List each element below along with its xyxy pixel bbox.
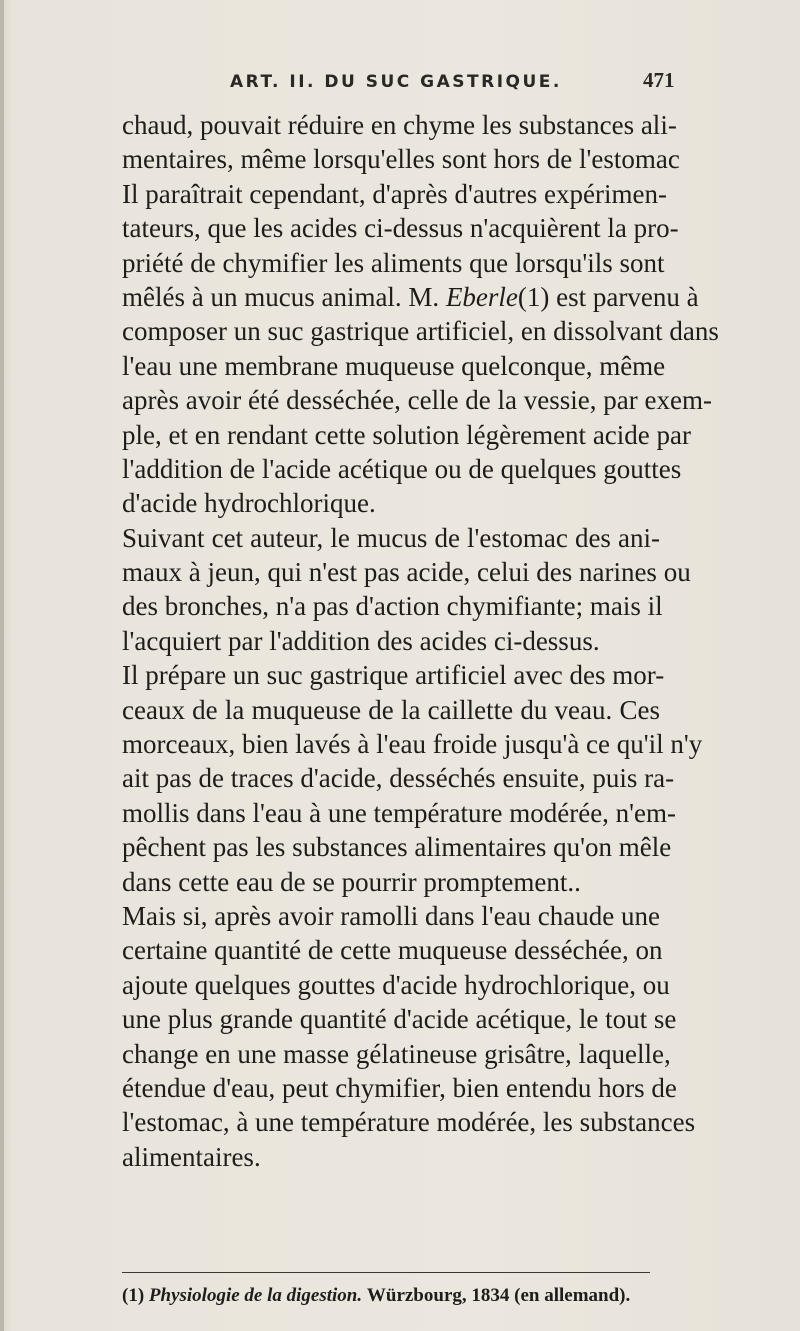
- text-line: Il paraîtrait cependant, d'après d'autres expérimen-: [122, 178, 667, 209]
- text-line: maux à jeun, qui n'est pas acide, celui des narines ou: [122, 557, 691, 588]
- text-line: tateurs, que les acides ci-dessus n'acquièrent la pro-: [122, 213, 679, 244]
- text-line: Il prépare un suc gastrique artificiel avec des mor-: [122, 660, 665, 691]
- text-segment: (1) est parvenu à: [517, 281, 699, 312]
- footnote-rule: [122, 1272, 650, 1273]
- text-line: composer un suc gastrique artificiel, en dissolvant dans: [122, 316, 719, 347]
- text-line: pêchent pas les substances alimentaires qu'on mêle: [122, 832, 672, 863]
- running-title: ART. II. DU SUC GASTRIQUE.: [230, 72, 562, 92]
- footnote-title: Physiologie de la digestion.: [148, 1285, 363, 1306]
- page-number: 471: [643, 68, 675, 92]
- footnote-marker: (1): [122, 1285, 145, 1306]
- text-line: une plus grande quantité d'acide acétique, le tout se: [122, 1004, 677, 1035]
- author-name: Eberle: [445, 281, 518, 312]
- text-line: chaud, pouvait réduire en chyme les substances ali-: [122, 110, 677, 140]
- footnote: [122, 1284, 682, 1308]
- text-line: ceaux de la muqueuse de la caillette du veau. Ces: [122, 694, 660, 725]
- page-edge-shadow: [0, 0, 4, 1331]
- text-line: après avoir été desséchée, celle de la vessie, par exem-: [122, 385, 712, 416]
- footnote-details: Würzbourg, 1834 (en allemand).: [366, 1285, 631, 1306]
- text-line: des bronches, n'a pas d'action chymifiante; mais il: [122, 591, 663, 622]
- text-segment: mêlés à un mucus animal. M.: [122, 281, 440, 312]
- text-line: mentaires, même lorsqu'elles sont hors de l'estomac: [122, 144, 680, 175]
- text-line: ajoute quelques gouttes d'acide hydrochlorique, ou: [122, 969, 670, 1000]
- text-line: morceaux, bien lavés à l'eau froide jusqu'à ce qu'il n'y: [122, 729, 703, 760]
- text-line-with-author: [122, 280, 699, 314]
- text-line: Mais si, après avoir ramolli dans l'eau chaude une: [122, 900, 660, 931]
- text-line: l'acquiert par l'addition des acides ci-dessus.: [122, 625, 600, 656]
- text-line: l'addition de l'acide acétique ou de quelques gouttes: [122, 453, 682, 484]
- text-line: étendue d'eau, peut chymifier, bien entendu hors de: [122, 1072, 677, 1103]
- text-line: change en une masse gélatineuse grisâtre, laquelle,: [122, 1038, 671, 1069]
- text-line: mollis dans l'eau à une température modérée, n'em-: [122, 797, 677, 828]
- text-line: ait pas de traces d'acide, desséchés ensuite, puis ra-: [122, 763, 675, 794]
- text-line: d'acide hydrochlorique.: [122, 488, 376, 519]
- text-line: dans cette eau de se pourrir promptement..: [122, 866, 581, 897]
- text-line: Suivant cet auteur, le mucus de l'estomac des ani-: [122, 522, 660, 553]
- text-line: l'eau une membrane muqueuse quelconque, même: [122, 350, 666, 381]
- text-line: certaine quantité de cette muqueuse desséchée, on: [122, 935, 663, 966]
- text-line: alimentaires.: [122, 1141, 261, 1172]
- text-line: ple, et en rendant cette solution légèrement acide par: [122, 419, 691, 450]
- page-header: [0, 68, 800, 102]
- body-text: [122, 108, 719, 1174]
- text-line: l'estomac, à une température modérée, les substances: [122, 1107, 696, 1138]
- text-line: priété de chymifier les aliments que lorsqu'ils sont: [122, 247, 665, 278]
